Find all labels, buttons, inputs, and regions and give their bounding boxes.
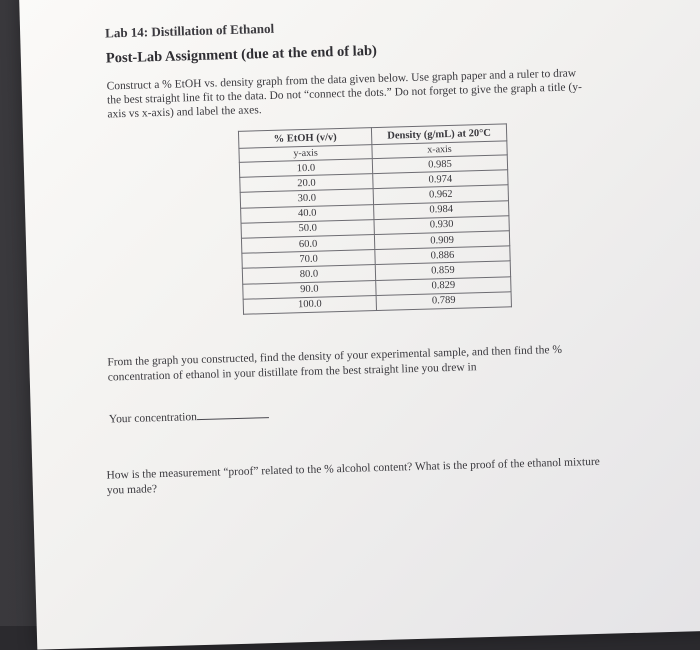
density-cell: 0.962 bbox=[373, 185, 508, 204]
concentration-line bbox=[109, 407, 269, 425]
col-etoh-header: % EtOH (v/v) bbox=[238, 128, 371, 149]
density-question: From the graph you constructed, find the density of your experimental sample, and then find the % concentration of ethanol in your distillate from the best straight line you drew in bbox=[107, 343, 563, 384]
density-cell: 0.985 bbox=[372, 155, 507, 174]
etoh-cell: 100.0 bbox=[243, 295, 376, 314]
col-etoh-axis: y-axis bbox=[239, 145, 372, 163]
density-cell: 0.789 bbox=[376, 291, 511, 310]
data-table bbox=[238, 123, 512, 314]
instructions-paragraph: Construct a % EtOH vs. density graph from the data given below. Use graph paper and a ruler to draw the best straight line fit to the data. Do not “connect the dots.” Do not forget to give the graph a title (y-axis vs x-axis) and label the axes. bbox=[106, 67, 583, 121]
density-cell: 0.984 bbox=[374, 200, 509, 219]
etoh-cell: 70.0 bbox=[242, 250, 375, 269]
density-cell: 0.930 bbox=[374, 216, 509, 235]
etoh-cell: 80.0 bbox=[242, 265, 375, 284]
etoh-cell: 50.0 bbox=[241, 219, 374, 238]
etoh-cell: 30.0 bbox=[240, 189, 373, 208]
col-density-header: Density (g/mL) at 20°C bbox=[371, 124, 506, 145]
density-cell: 0.859 bbox=[375, 261, 510, 280]
worksheet-page bbox=[19, 0, 700, 650]
assignment-heading: Post-Lab Assignment (due at the end of lab) bbox=[105, 42, 378, 67]
etoh-cell: 60.0 bbox=[241, 235, 374, 254]
top-edge-mark bbox=[389, 0, 509, 1]
density-cell: 0.909 bbox=[374, 231, 509, 250]
etoh-cell: 40.0 bbox=[241, 204, 374, 223]
lab-title: Lab 14: Distillation of Ethanol bbox=[104, 20, 275, 41]
data-table-body bbox=[239, 155, 511, 314]
proof-question: How is the measurement “proof” related to the % alcohol content? What is the proof of the ethanol mixture you made? bbox=[106, 455, 600, 497]
density-cell: 0.829 bbox=[376, 276, 511, 295]
col-density-axis: x-axis bbox=[372, 141, 507, 159]
etoh-cell: 20.0 bbox=[240, 174, 373, 193]
density-cell: 0.974 bbox=[373, 170, 508, 189]
concentration-blank[interactable] bbox=[197, 407, 269, 420]
etoh-cell: 90.0 bbox=[243, 280, 376, 299]
concentration-label: Your concentration bbox=[108, 411, 198, 426]
etoh-cell: 10.0 bbox=[239, 159, 372, 178]
density-cell: 0.886 bbox=[375, 246, 510, 265]
